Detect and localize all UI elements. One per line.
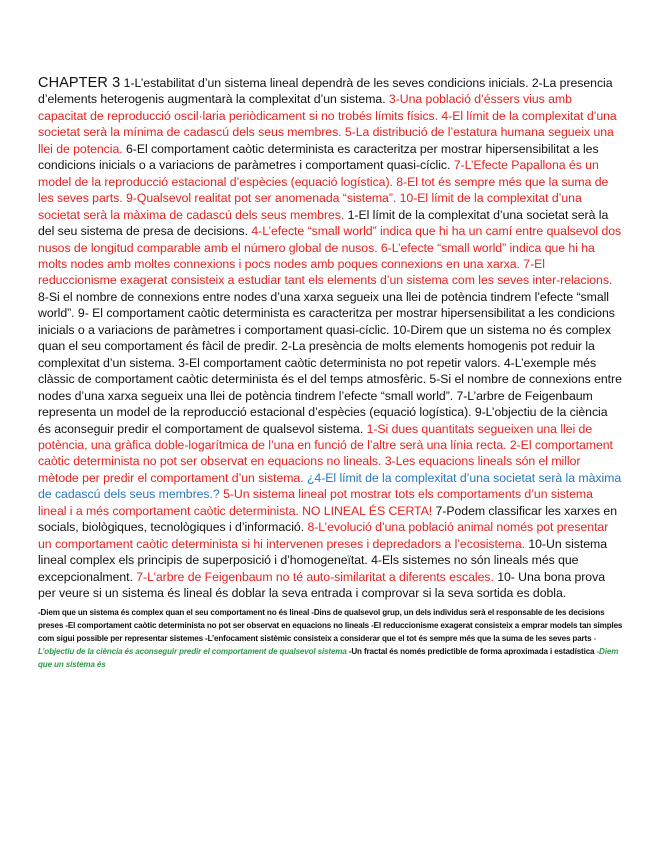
text-segment: 6-El comportament caòtic determinista es caracteritza per mostrar hipersensibilitat a les condicions inicials o a variacions de paràmetres i comportament quasi-cíclic. xyxy=(38,141,599,173)
text-segment: 4-L’efecte “small world” indica que hi ha un camí entre qualsevol dos nusos de longitud comparable amb el número global de nusos. 6-L’efecte “small world” indica que hi ha molts nodes amb moltes connexions i pocs nodes amb poques connexions en una xarxa. 7-El reduccionisme exagerat consisteix a estudiar tant els elements d’un sistema com les seves inter-relacions. xyxy=(38,224,622,288)
note-segment: -Un fractal és només predictible de forma aproximada i estadística xyxy=(348,646,597,656)
text-segment: 5-Un sistema lineal pot mostrar tots els comportaments d’un sistema lineal i a més comportament caòtic determinista. NO LINEAL ÉS CERTA! xyxy=(38,487,593,518)
note-segment: -Diem que un sistema és xyxy=(38,646,619,669)
note-segment: -L’objectiu de la ciència és aconseguir predir el comportament de qualsevol sistema xyxy=(38,633,597,656)
text-segment: 3-Una població d’éssers vius amb capacitat de reproducció oscil·laria periòdicament si no trobés límits físics. 4-El límit de la complexitat d’una societat serà la mínima de cadascú dels seus membres. 5-La distribució de l’estatura humana segueix una llei de potencia. xyxy=(38,92,617,156)
summary-notes xyxy=(38,606,623,671)
chapter-heading: CHAPTER 3 xyxy=(38,75,121,91)
note-segment: -Diem que un sistema és complex quan el seu comportament no és lineal -Dins de qualsevol grup, un dels individus serà el responsable de les decisions preses -El comportament caòtic determinista no pot ser observat en equacions no lineals -El reduccionisme exagerat consisteix a emprar models tan simples com sigui possible per representar sistemes -L’enfocament sistèmic consisteix a considerar que el tot és sempre més que la suma de les seves parts xyxy=(38,607,623,643)
text-segment: 7-L’arbre de Feigenbaum no té auto-similaritat a diferents escales. xyxy=(136,569,498,584)
text-segment: 10-Un sistema lineal complex els principis de superposició i d’homogeneïtat. 4-Els sistemes no són lineals més que excepcionalment. xyxy=(38,536,607,584)
text-segment: 1-Si dues quantitats segueixen una llei de potència, una gràfica doble-logarítmica de l’una en funció de l’altre serà una línia recta. 2-El comportament caòtic determinista no pot ser observat en equacions no lineals. 3-Les equacions lineals són el millor mètode per predir el comportament d’un sistema. xyxy=(38,421,613,485)
text-segment: ¿4-El límit de la complexitat d’una societat serà la màxima de cadascú dels seus membres.? xyxy=(38,470,622,502)
chapter-body xyxy=(38,75,623,602)
text-segment: 8-L’evolució d’una població animal només pot presentar un comportament caòtic determinista si hi intervenen preses i depredadors a l’ecosistema. xyxy=(38,520,609,551)
text-segment: 7-L’Efecte Papallona és un model de la reproducció estacional d’espècies (equació logística). 8-El tot és sempre més que la suma de les seves parts. 9-Qualsevol realitat pot ser anomenada “sistema”. 10-El límit de la complexitat d’una societat serà la màxima de cadascú dels seus membres. xyxy=(38,158,609,222)
text-segment: 10- Una bona prova per veure si un sistema és lineal és doblar la seva entrada i comprovar si la seva sortida es dobla. xyxy=(38,569,605,601)
text-segment: 1-L’estabilitat d’un sistema lineal dependrà de les seves condicions inicials. 2-La presencia d’elements heterogenis augmentarà la complexitat d’un sistema. xyxy=(38,76,613,107)
text-segment: 1-El límit de la complexitat d’una societat serà la del seu sistema de presa de decisions. xyxy=(38,207,609,239)
text-segment: 8-Si el nombre de connexions entre nodes d’una xarxa segueix una llei de potència tindrem l’efecte “small world”. 9- El comportament caòtic determinista es caracteritza per mostrar hipersensibilitat a les condicions inicials o a variacions de paràmetres i comportament quasi-cíclic. 10-Direm que un sistema no és complex quan el seu comportament és fàcil de predir. 2-La presència de molts elements homogenis pot reduir la complexitat d’un sistema. 3-El comportament caòtic determinista no pot repetir valors. 4-L’exemple més clàssic de comportament caòtic determinista és el del temps atmosfèric. 5-Si el nombre de connexions entre nodes d’una xarxa segueix una llei de potència tindrem l’efecte “small world”. 7-L’arbre de Feigenbaum representa un model de la reproducció estacional d’espècies (equació logística). 9-L’objectiu de la ciència és aconseguir predir el comportament de qualsevol sistema. xyxy=(38,289,622,436)
text-segment: 7-Podem classificar les xarxes en socials, biològiques, tecnològiques i d’informació. xyxy=(38,503,618,535)
document-page xyxy=(38,75,623,671)
